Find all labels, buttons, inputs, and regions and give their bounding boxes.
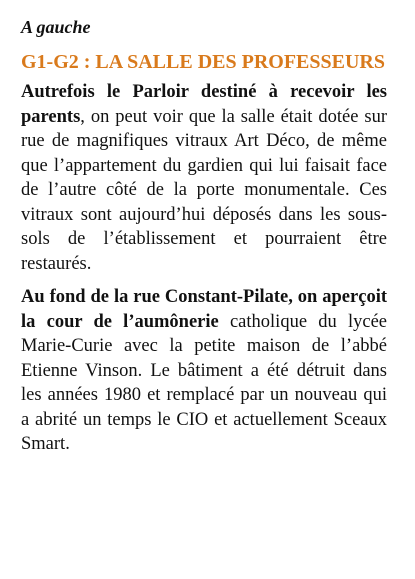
paragraph-body: catholique du lycée Marie-Curie avec la petite maison de l’abbé Etienne Vinson. Le bâtiment a été détruit dans les années 1980 et remplacé par un nouveau qui a abrité un temps le CIO et actuellement Sceaux Smart.: [21, 311, 387, 454]
paragraph-parloir: [21, 80, 387, 276]
section-heading: G1-G2 : LA SALLE DES PROFESSEURS: [21, 51, 385, 73]
paragraph-body: , on peut voir que la salle était dotée sur rue de magnifiques vitraux Art Déco, de même que l’appartement du gardien qui lui faisait face de l’autre côté de la porte monumentale. Ces vitraux sont aujourd’hui déposés dans les sous-sols de l’établissement et pourraient être restaurés.: [21, 106, 387, 274]
paragraph-lead: Autrefois le Parloir destiné à recevoir les parents: [21, 82, 387, 127]
paragraph-aumonerie: [21, 285, 387, 457]
document-page: [21, 16, 387, 457]
section-kicker: A gauche: [21, 17, 91, 37]
paragraph-lead: Au fond de la rue Constant-Pilate, on aperçoit la cour de l’aumônerie: [21, 287, 387, 332]
